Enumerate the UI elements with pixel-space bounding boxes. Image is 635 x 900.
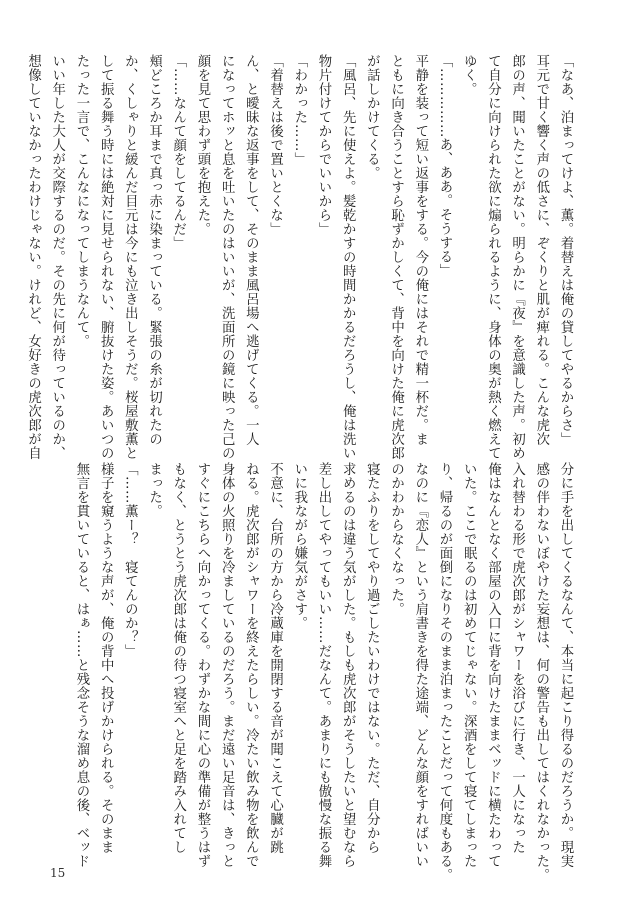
- text-line: 「風呂、先に使えよ。髪乾かすの時間かかるだろうし、俺は洗い: [340, 54, 356, 460]
- text-line: ともに向き合うことすら恥ずかしくて、背中を向けた俺に虎次郎: [388, 54, 404, 460]
- text-line: ゆく。: [461, 54, 477, 96]
- text-line: 「着替えは後で置いとくな」: [267, 54, 283, 236]
- text-line: まった。: [146, 462, 162, 518]
- text-line: て自分に向けられた欲に煽られるように、身体の奥が熱く燃えて: [485, 54, 501, 460]
- text-line: すぐにこちらへ向かってくる。わずかな間に心の準備が整うはず: [194, 462, 210, 868]
- text-line: 入れ替わる形で虎次郎がシャワーを浴びに行き、一人になった: [509, 462, 525, 854]
- text-line: 「……………あ、ああ。そうする」: [436, 54, 452, 278]
- text-line: 身体の火照りを冷ましているのだろう。まだ遠い足音は、きっと: [219, 462, 235, 868]
- text-line: 「なあ、泊まってけよ、薫。着替えは俺の貸してやるからさ」: [558, 54, 573, 446]
- text-line: いい年した大人が交際するのだ。その先に何が待っているのか、: [49, 54, 65, 460]
- text-line: ねる。虎次郎がシャワーを終えたらしい。冷たい飲み物を飲んで: [243, 462, 259, 868]
- text-line: 分に手を出してくるなんて、本当に起こり得るのだろうか。現実: [558, 462, 573, 868]
- text-line: たった一言で、こんなになってしまうなんて。: [73, 54, 89, 348]
- text-line: 顔を見て思わず頭を抱えた。: [194, 54, 210, 236]
- text-line: 感の伴わないぼやけた妄想は、何の警告も出してはくれなかった。: [533, 462, 549, 882]
- text-line: もなく、とうとう虎次郎は俺の待つ寝室へと足を踏み入れてし: [170, 462, 186, 854]
- text-line: 平静を装って短い返事をする。今の俺にはそれで精一杯だ。ま: [412, 54, 428, 446]
- text-line: 郎の声、聞いたことがない。明らかに『夜』を意識した声。初め: [509, 54, 525, 460]
- text-line: り、帰るのが面倒になりそのまま泊まったことだって何度もある。: [436, 462, 452, 882]
- text-line: 寝たふりをしてやり過ごしたいわけではない。ただ、自分から: [364, 462, 380, 854]
- text-line: 求めるのは違う気がした。もしも虎次郎がそうしたいと望むなら: [340, 462, 356, 868]
- text-line: 物片付けてからでいいから」: [315, 54, 331, 236]
- text-line: いた。ここで眠るのは初めてじゃない。深酒をして寝てしまった: [461, 462, 477, 868]
- text-block-bottom: [65, 462, 577, 882]
- page-number: 15: [50, 866, 66, 880]
- text-line: ん、と曖昧な返事をして、そのまま風呂場へ逃げてくる。一人: [243, 54, 259, 446]
- text-line: 「……なんて顔をしてるんだ」: [170, 54, 186, 250]
- text-line: 耳元で甘く響く声の低さに、ぞくりと肌が痺れる。こんな虎次: [533, 54, 549, 446]
- text-line: 様子を窺うような声が、俺の背中へ投げかけられる。そのまま: [98, 462, 114, 854]
- text-line: いに我ながら嫌気がさす。: [291, 462, 307, 630]
- text-line: して振る舞う時には絶対に見せられない、腑抜けた姿。あいつの: [98, 54, 114, 460]
- text-line: 差し出してやってもいい……だなんて。あまりにも傲慢な振る舞: [315, 462, 331, 868]
- text-line: になってホッと息を吐いたのはいいが、洗面所の鏡に映った己の: [219, 54, 235, 460]
- text-line: 無言を貫いていると、はぁ……と残念そうな溜め息の後、ベッド: [73, 462, 89, 868]
- text-line: 不意に、台所の方から冷蔵庫を開閉する音が聞こえて心臓が跳: [267, 462, 283, 854]
- text-line: 頬どころか耳まで真っ赤に染まっている。緊張の糸が切れたの: [146, 54, 162, 446]
- text-line: が話しかけてくる。: [364, 54, 380, 180]
- text-block-top: [25, 54, 577, 460]
- text-line: 俺はなんとなく部屋の入口に背を向けたままベッドに横たわって: [485, 462, 501, 868]
- text-line: 想像していなかったわけじゃない。けれど、女好きの虎次郎が自: [25, 54, 41, 460]
- text-line: か、くしゃりと緩んだ目元は今にも泣き出しそうだ。桜屋敷薫と: [122, 54, 138, 460]
- text-line: なのに『恋人』という肩書きを得た途端、どんな顔をすればいい: [412, 462, 428, 868]
- text-line: 「……薫ー？ 寝てんのか？」: [122, 462, 138, 658]
- text-line: 「わかった……」: [291, 54, 307, 166]
- text-line: のかわからなくなった。: [388, 462, 404, 616]
